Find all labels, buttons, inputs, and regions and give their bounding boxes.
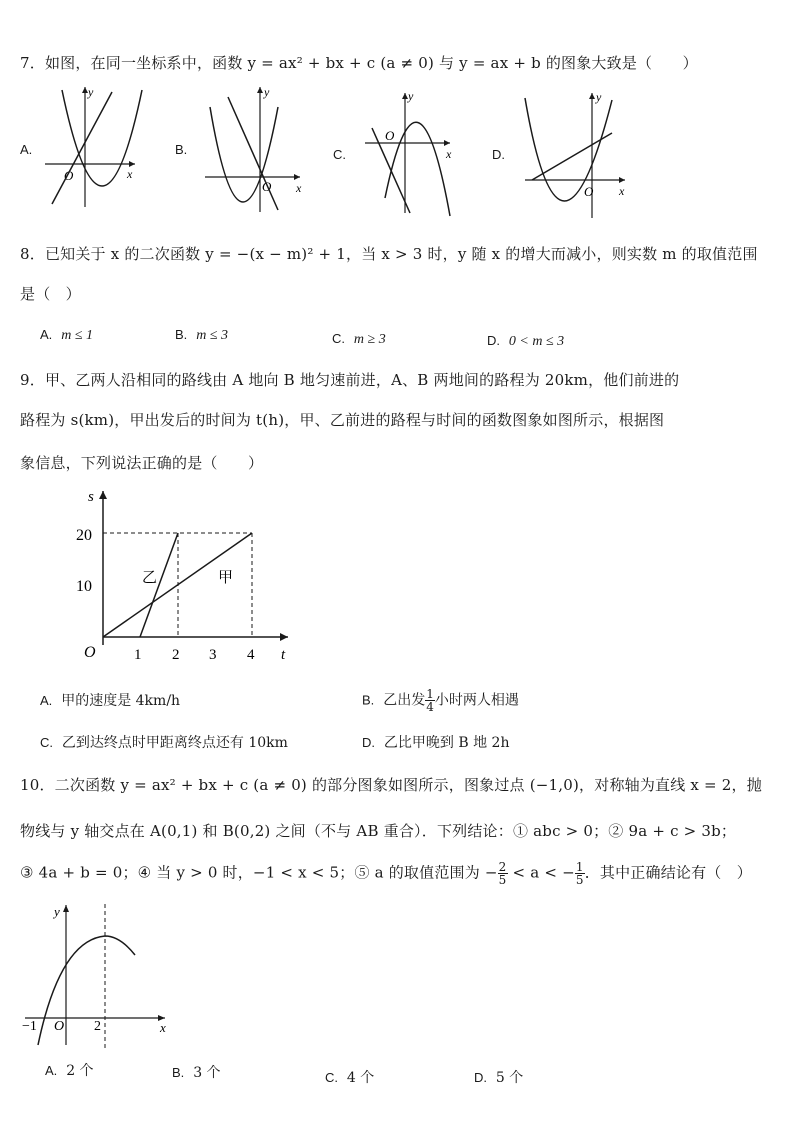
q7-stem: 7．如图，在同一坐标系中，函数 y = ax² + bx + c (a ≠ 0) 与 y = ax + b 的图象大致是（ ） <box>20 54 698 72</box>
q9-option-c[interactable]: C. 乙到达终点时甲距离终点还有 10km <box>40 735 288 751</box>
q7c-origin: O <box>385 128 395 143</box>
q8-option-b[interactable]: B. m ≤ 3 <box>175 327 228 343</box>
q7-graph-c <box>360 88 465 218</box>
q8-option-a[interactable]: A. m ≤ 1 <box>40 327 93 343</box>
q9-stem-line2: 路程为 s(km)，甲出发后的时间为 t(h)，甲、乙前进的路程与时间的函数图象如图所示，根据图 <box>20 411 665 429</box>
q9-x-tick-4: 4 <box>247 647 255 663</box>
q7b-origin: O <box>262 179 272 194</box>
q7-option-a-label[interactable]: A. <box>20 142 33 157</box>
q9-stem-line1: 9．甲、乙两人沿相同的路线由 A 地向 B 地匀速前进，A、B 两地间的路程为 20km，他们前进的 <box>20 371 680 389</box>
q7c-x-label: x <box>446 147 452 161</box>
q10-stem-line1: 10．二次函数 y = ax² + bx + c (a ≠ 0) 的部分图象如图所示，图象过点 (−1,0)，对称轴为直线 x = 2，抛 <box>20 776 762 794</box>
q7-option-c-label[interactable]: C. <box>333 147 346 162</box>
q9-y-tick-10: 10 <box>76 578 92 595</box>
q9-y-tick-20: 20 <box>76 527 92 544</box>
q8-stem-line1: 8．已知关于 x 的二次函数 y = −(x − m)² + 1，当 x > 3 时，y 随 x 的增大而减小，则实数 m 的取值范围 <box>20 245 758 263</box>
q9-origin: O <box>84 644 96 661</box>
q10-x-tick-neg1: −1 <box>22 1019 37 1034</box>
q10-y-axis-label: y <box>54 904 60 919</box>
q9-x-tick-1: 1 <box>134 647 142 663</box>
q9-option-b[interactable]: B. 乙出发 $\frac{1}{4}$ 小时两人相遇 <box>362 687 519 714</box>
q10-option-c[interactable]: C. 4 个 <box>325 1070 375 1086</box>
q10-graph <box>20 900 180 1050</box>
q10-x-axis-label: x <box>160 1020 166 1035</box>
q10-fraction-2-5: $\frac{2}{5}$ <box>498 860 507 887</box>
q7a-origin: O <box>64 168 74 183</box>
q9-s-axis-label: s <box>88 489 94 505</box>
q7-graph-d <box>520 88 630 223</box>
q10-option-d[interactable]: D. 5 个 <box>474 1070 524 1086</box>
q9-option-a[interactable]: A. 甲的速度是 4km/h <box>40 693 181 709</box>
q10-origin: O <box>54 1019 65 1034</box>
q8-option-d[interactable]: D. 0 < m ≤ 3 <box>487 333 565 349</box>
q7-option-d-label[interactable]: D. <box>492 147 505 162</box>
q10-stem-line2: 物线与 y 轴交点在 A(0,1) 和 B(0,2) 之间（不与 AB 重合）．下列结论：① abc > 0；② 9a + c > 3b； <box>20 822 737 840</box>
q9-x-tick-3: 3 <box>209 647 217 663</box>
q8-option-c[interactable]: C. m ≥ 3 <box>332 331 386 347</box>
q10-option-a[interactable]: A. 2 个 <box>45 1063 94 1079</box>
q9-x-tick-2: 2 <box>172 647 180 663</box>
q9-stem-line3: 象信息，下列说法正确的是（ ） <box>20 454 264 472</box>
q10-option-b[interactable]: B. 3 个 <box>172 1065 221 1081</box>
q9-series-yi-label: 乙 <box>142 570 158 586</box>
q9-b-fraction: $\frac{1}{4}$ <box>426 687 434 714</box>
q7d-y-label: y <box>596 90 602 104</box>
q10-fraction-1-5: $\frac{1}{5}$ <box>575 860 584 887</box>
q7d-origin: O <box>584 184 594 199</box>
q7-graph-b <box>200 82 310 217</box>
q10-stem-line3: ③ 4a + b = 0；④ 当 y > 0 时，−1 < x < 5；⑤ a 的取值范围为 − $\frac{2}{5}$ < a < − $\frac{1}{5}$ ．其中正确结论有（ ） <box>20 860 752 887</box>
q9-option-d[interactable]: D. 乙比甲晚到 B 地 2h <box>362 735 510 751</box>
q9-t-axis-label: t <box>281 647 286 663</box>
q7c-y-label: y <box>408 89 414 103</box>
q7-graph-a <box>40 82 150 212</box>
q7d-x-label: x <box>619 184 625 198</box>
q7a-y-label: y <box>88 85 94 99</box>
q7b-y-label: y <box>264 85 270 99</box>
q9-series-jia-label: 甲 <box>218 570 234 586</box>
q7b-x-label: x <box>296 181 302 195</box>
q7-option-b-label[interactable]: B. <box>175 142 188 157</box>
q9-graph <box>60 485 300 670</box>
q10-x-tick-2: 2 <box>94 1019 101 1034</box>
q7a-x-label: x <box>127 167 133 181</box>
q8-stem-line2: 是（ ） <box>20 285 81 303</box>
